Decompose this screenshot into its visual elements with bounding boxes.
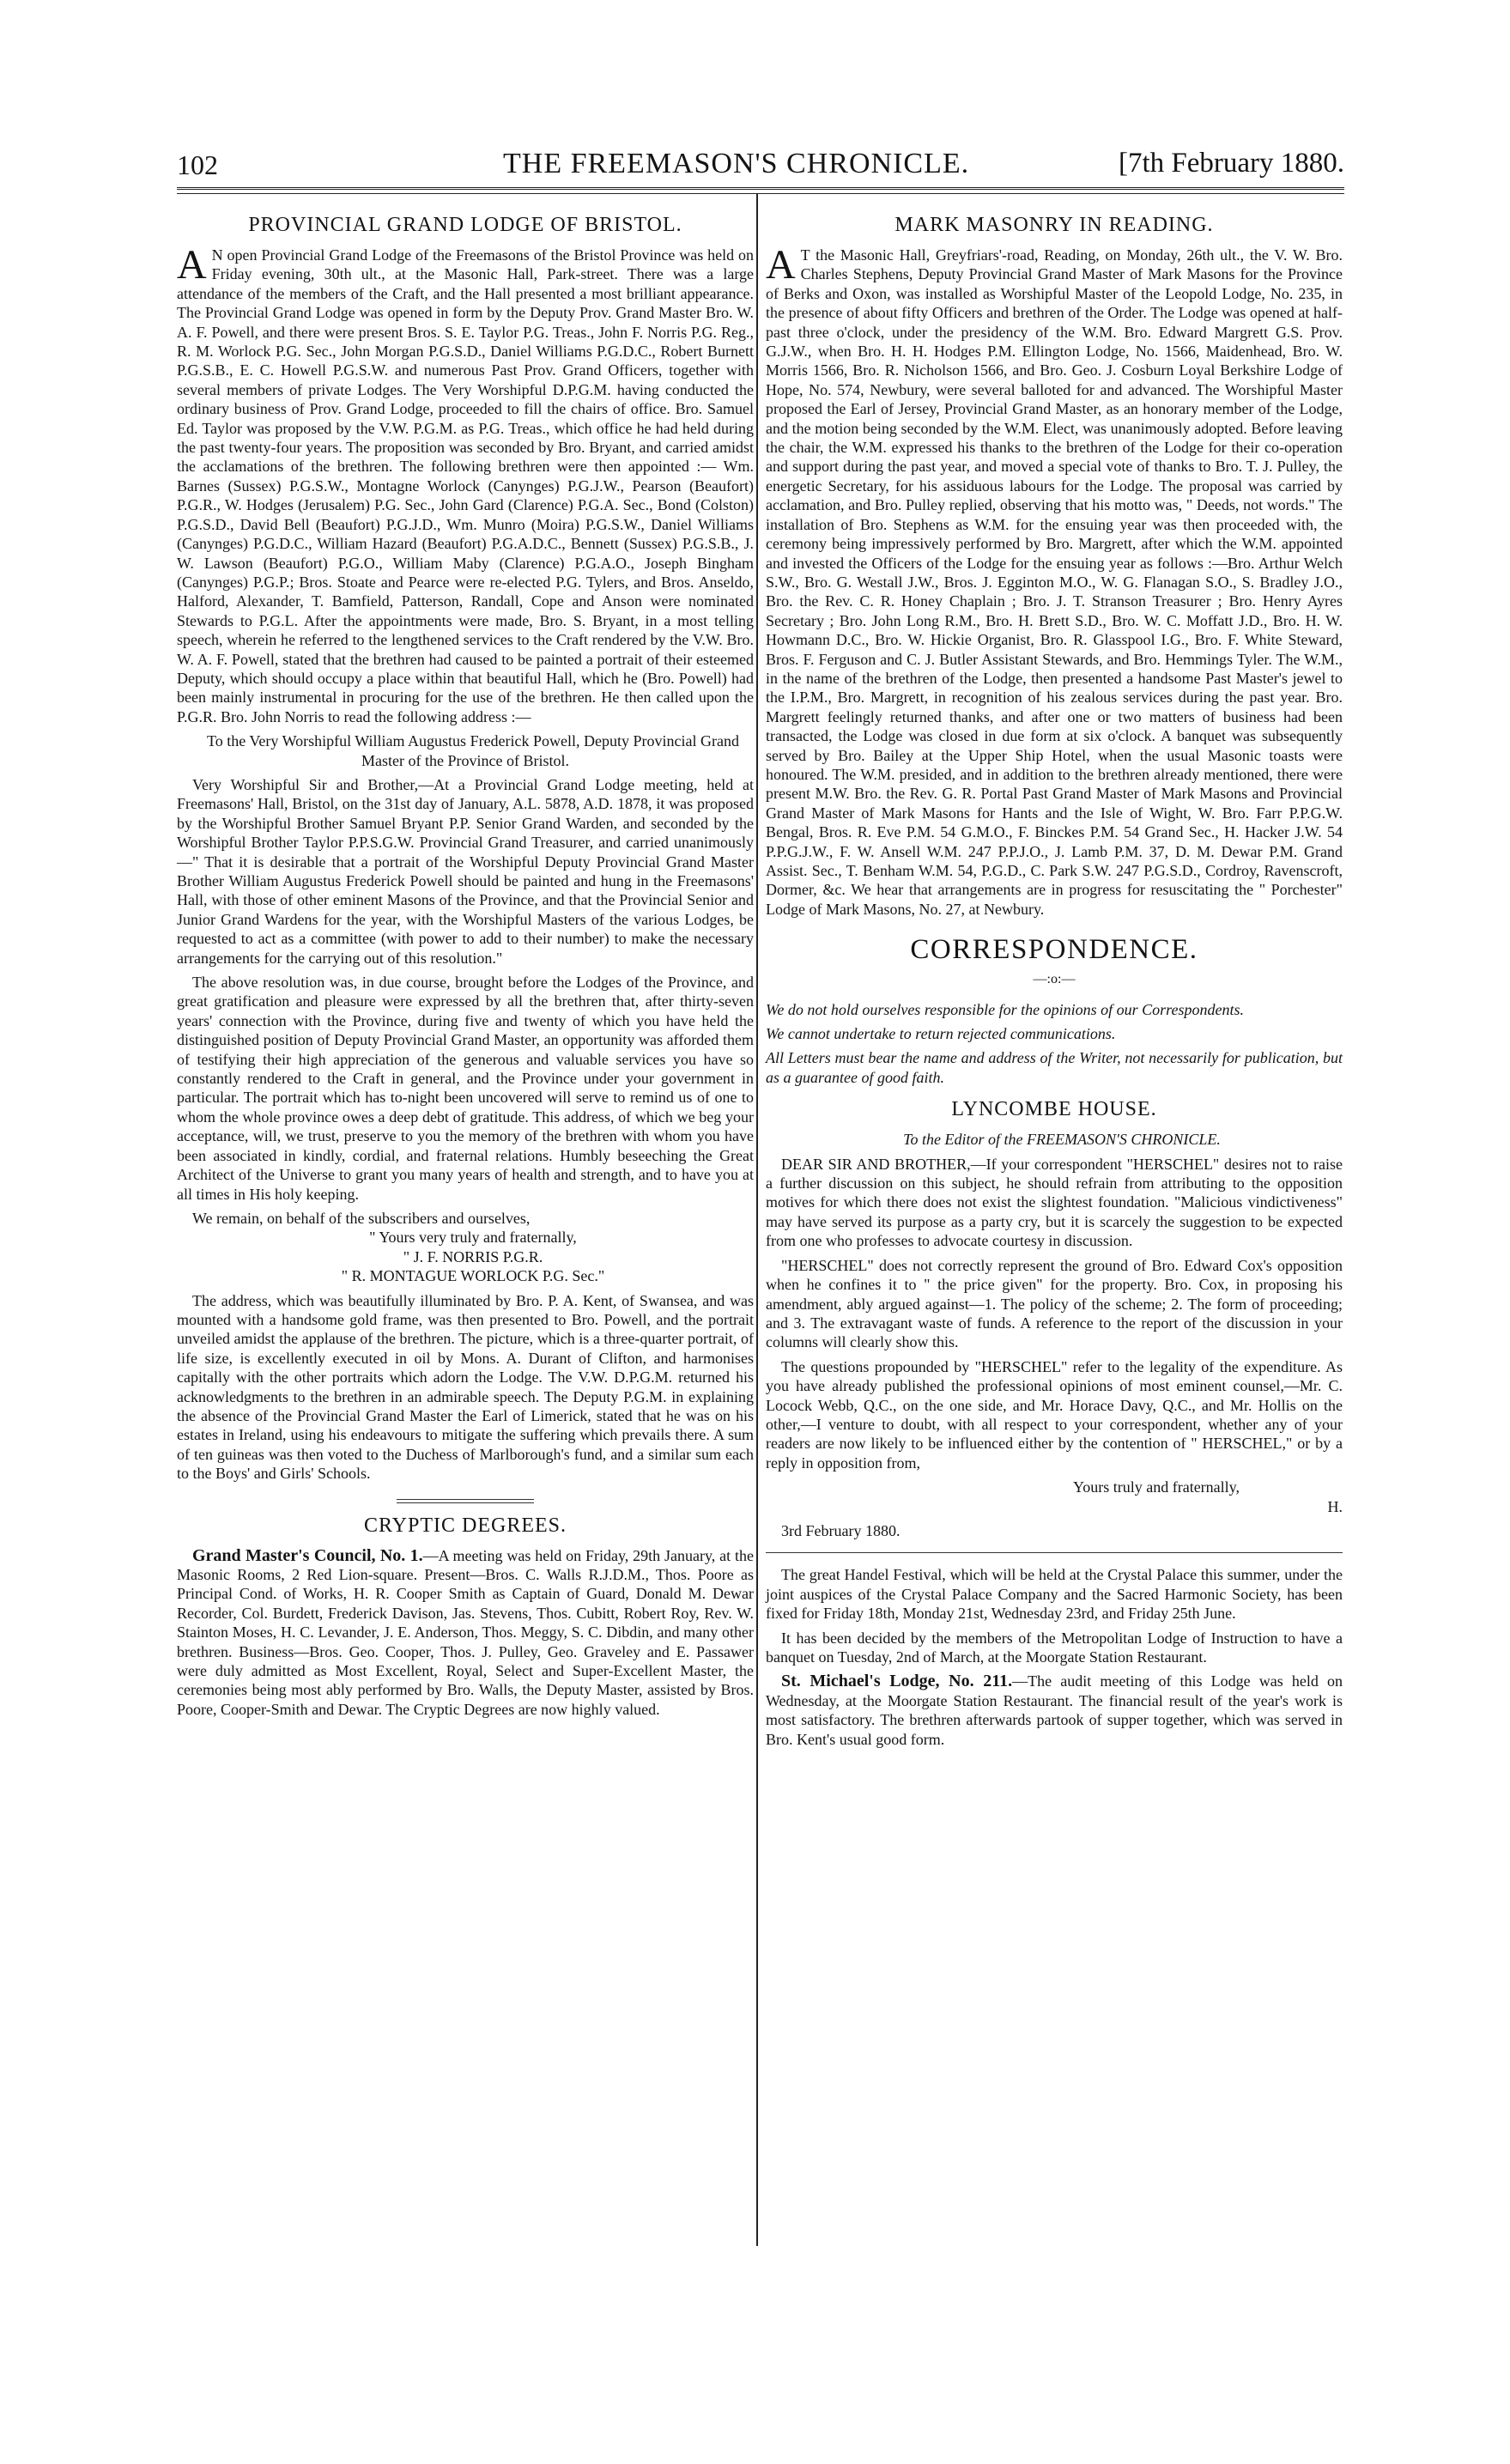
bristol-address-heading: To the Very Worshipful William Augustus Frederick Powell, Deputy Provincial Grand Master of the Province of Bristol. — [207, 732, 739, 769]
bristol-paragraph-2: Very Worshipful Sir and Brother,—At a Provincial Grand Lodge meeting, held at Freemasons' Hall, Bristol, on the 31st day of January, A.L. 5878, A.D. 1878, it was proposed by the Worshipful Brother Samuel Bryant P.P. Senior Grand Warden, and seconded by the Worshipful Brother Taylor P.P.S.G.W. Provincial Grand Treasurer, and carried unanimously—" That it is desirable that a portrait of the Worshipful Deputy Provincial Grand Master Brother William Augustus Frederick Powell should be painted and hung in the Freemasons' Hall, with those of other eminent Masons of the Province, and that the Provincial Senior and Junior Grand Wardens for the year, with the Worshipful Masters of the various Lodges, be requested to act as a committee (with power to add to their number) to make the necessary arrangements for the carrying out of this resolution." — [177, 775, 754, 967]
bristol-heading: PROVINCIAL GRAND LODGE OF BRISTOL. — [248, 214, 682, 236]
mark-heading: MARK MASONRY IN READING. — [894, 214, 1214, 236]
issue-date: [7th February 1880. — [1118, 148, 1344, 179]
lyncombe-to-editor: To the Editor of the FREEMASON'S CHRONICLE. — [903, 1131, 1221, 1149]
bristol-signature-1: " J. F. NORRIS P.G.R. — [403, 1247, 543, 1265]
bristol-closing: " Yours very truly and fraternally, — [369, 1229, 577, 1247]
correspondence-notice-2: We cannot undertake to return rejected communications. — [766, 1025, 1116, 1043]
bristol-paragraph-5: The address, which was beautifully illuminated by Bro. P. A. Kent, of Swansea, and was mounted with a handsome gold frame, was then presented to Bro. Powell, and the portrait unveiled amidst the applause of the brethren. The picture, which is a three-quarter portrait, of life size, is excellently executed in oil by Mons. A. Durant of Clifton, and harmonises capitally with the other portraits which adorn the Lodge. The V.W. D.P.G.M. returned his acknowledgments to the brethren in an admirable speech. The Deputy P.G.M. in explaining the absence of the Provincial Grand Master the Earl of Limerick, stated that he was on his estates in Ireland, using his endeavours to mitigate the suffering which prevails there. A sum of ten guineas was then voted to the Duchess of Marlborough's fund, and a similar sum each to the Boys' and Girls' Schools. — [177, 1291, 754, 1483]
notes-rule — [766, 1552, 1343, 1553]
lyncombe-initial: H. — [1327, 1497, 1343, 1515]
lyncombe-heading: LYNCOMBE HOUSE. — [951, 1098, 1157, 1121]
lyncombe-closing: Yours truly and fraternally, — [1073, 1478, 1240, 1496]
notes-paragraph-3 — [766, 1672, 1343, 1749]
cryptic-text: —A meeting was held on Friday, 29th January, at the Masonic Rooms, 2 Red Lion-square. Present—Bros. C. Walls R.J.D.M., Thos. Poore as Principal Cond. of Works, H. R. Cooper Smith as Captain of Guard, Donald M. Dewar Recorder, Col. Burdett, Frederick Davison, Jas. Stevens, Thos. Cubitt, Robert Roy, Rev. W. Stainton Moses, H. C. Levander, J. E. Anderson, Thos. Meggy, S. C. Dibdin, and many other brethren. Business—Bros. Geo. Cooper, Thos. J. Pulley, Geo. Graveley and E. Passawer were duly admitted as Most Excellent, Royal, Select and Super-Excellent Master, the ceremonies being most ably performed by Bro. Walls, the Deputy Master, assisted by Bros. Poore, Cooper-Smith and Dewar. The Cryptic Degrees are now highly valued. — [177, 1546, 755, 1718]
lyncombe-paragraph-1: DEAR SIR AND BROTHER,—If your correspondent "HERSCHEL" desires not to raise a further discussion on this subject, he should refrain from attributing to the opposition motives for which there does not exist the slightest foundation. "Malicious vindictiveness" may have served its purpose as a party cry, but it is scarcely the suggestion to be expected from one who professes to advocate courtesy in discussion. — [766, 1155, 1343, 1250]
lyncombe-paragraph-3: The questions propounded by "HERSCHEL" refer to the legality of the expenditure. As you have already published the professional opinions of most eminent counsel,—Mr. C. Locock Webb, Q.C., on the one side, and Mr. Horace Davy, Q.C., and Mr. Hollis on the other,—I venture to doubt, with all respect to your correspondent, whether any of your readers are now likely to be influenced either by the contention of " HERSCHEL," or by a reply in opposition from, — [766, 1357, 1343, 1472]
bristol-signature-2: " R. MONTAGUE WORLOCK P.G. Sec." — [341, 1267, 605, 1285]
cryptic-lead: Grand Master's Council, No. 1. — [192, 1545, 423, 1565]
newspaper-title: THE FREEMASON'S CHRONICLE. — [503, 148, 970, 179]
page-number: 102 — [177, 149, 218, 180]
mark-paragraph: AT the Masonic Hall, Greyfriars'-road, Reading, on Monday, 26th ult., the V. W. Bro. Charles Stephens, Deputy Provincial Grand Master of Mark Masons for the Province of Berks and Oxon, was installed as Worshipful Master of the Leopold Lodge, No. 235, in the presence of about fifty Officers and brethren of the Order. The Lodge was opened at half-past three o'clock, under the presidency of the W.M. Bro. Edward Margrett G.S. Prov. G.J.W., when Bro. H. H. Hodges P.M. Ellington Lodge, No. 1566, Maidenhead, Bro. W. Morris 1566, Bro. R. Nicholson 1566, and Bro. Geo. J. Cosburn Loyal Berkshire Lodge of Hope, No. 574, Newbury, were several balloted for and advanced. The Worshipful Master proposed the Earl of Jersey, Provincial Grand Master, as an honorary member of the Lodge, and the motion being seconded by the W.M. Elect, was unanimously adopted. Before leaving the chair, the W.M. expressed his thanks to the brethren of the Lodge for their co-operation and support during the past year, and moved a special vote of thanks to Bro. T. J. Pulley, the energetic Secretary, for his assiduous labours for the Lodge. The proposal was carried by acclamation, and Bro. Pulley replied, observing that his motto was, " Deeds, not words." The installation of Bro. Stephens as W.M. for the ensuing year was then proceeded with, the ceremony being impressively performed by Bro. Margrett, after which the W.M. appointed and invested the Officers of the Lodge for the ensuing year as follows :—Bro. Arthur Welch S.W., Bro. G. Westall J.W., Bros. J. Egginton M.O., W. G. Flanagan S.O., S. Bradley J.O., Bro. the Rev. C. R. Honey Chaplain ; Bro. J. T. Stranson Treasurer ; Bro. Henry Ayres Secretary ; Bro. John Long R.M., Bro. H. Brett S.D., Bro. W. C. Moffatt J.D., Bro. H. W. Howmann D.C., Bro. W. Hickie Organist, Bro. R. Glasspool I.G., Bro. F. White Steward, Bros. F. Ferguson and C. J. Butler Assistant Stewards, and Bro. Hemmings Tyler. The W.M., in the name of the brethren of the Lodge, then presented a handsome Past Master's jewel to the I.P.M., Bro. Margrett, in recognition of his zealous services during the past year. Bro. Margrett feelingly returned thanks, and after one or two matters of business had been transacted, the Lodge was closed in due form at six o'clock. A banquet was subsequently served by Bro. Bailey at the Upper Ship Hotel, when the usual Masonic toasts were honoured. The W.M. presided, and in addition to the brethren already mentioned, there were present M.W. Bro. the Rev. G. R. Portal Past Grand Master of Mark Masons and Provincial Grand Master of Mark Masons for Hants and the Isle of Wight, W. Bro. Farr P.P.G.W. Bengal, Bros. R. Eve P.M. 54 G.M.O., F. Binckes P.M. 54 Grand Sec., H. Hacker J.W. 54 P.P.G.J.W., F. W. Ansell W.M. 247 P.P.J.O., J. Lamb P.M. 37, D. M. Dewar P.M. Grand Assist. Sec., T. Benham W.M. 54, P.G.D., C. Park S.W. 247 P.G.S.D., Cordroy, Ravenscroft, Dormer, &c. We hear that arrangements are in progress for resuscitating the " Porchester" Lodge of Mark Masons, No. 27, at Newbury. — [766, 242, 1343, 918]
lyncombe-date: 3rd February 1880. — [781, 1521, 901, 1539]
header-rule — [177, 187, 1344, 194]
bristol-paragraph-1: AN open Provincial Grand Lodge of the Freemasons of the Bristol Province was held on Friday evening, 30th ult., at the Masonic Hall, Park-street. There was a large attendance of the members of the Craft, and the Hall presented a most brilliant appearance. The Provincial Grand Lodge was opened in form by the Deputy Prov. Grand Master Bro. W. A. F. Powell, and there were present Bros. S. E. Taylor P.G. Treas., John F. Norris P.G. Reg., R. M. Worlock P.G. Sec., John Morgan P.G.S.D., Daniel Williams P.G.D.C., Robert Burnett P.G.S.B., E. C. Howell P.G.S.W. and numerous Past Prov. Grand Officers, together with several members of private Lodges. The Very Worshipful D.P.G.M. having conducted the ordinary business of Prov. Grand Lodge, proceeded to fill the chairs of office. Bro. Samuel Ed. Taylor was proposed by the V.W. P.G.M. as P.G. Treas., which office he had held during the past twenty-four years. The proposition was seconded by Bro. Bryant, and carried amidst the acclamations of the brethren. The following brethren were then appointed :— Wm. Barnes (Sussex) P.G.S.W., Montagne Worlock (Canynges) P.G.J.W., Pearson (Beaufort) P.G.R., W. Hodges (Jerusalem) P.G. Sec., John Gard (Clarence) P.G.A. Sec., Bond (Colston) P.G.S.D., David Bell (Beaufort) P.G.J.D., Wm. Munro (Moira) P.G.S.W., Daniel Williams (Canynges) P.G.D.C., William Hazard (Beaufort) P.G.A.D.C., Bennett (Sussex) P.G.S.B., J. W. Lawson (Beaufort) P.G.O., William Maby (Clarence) P.G.A.O., Joseph Bingham (Canynges) P.G.P.; Bros. Stoate and Pearce were re-elected P.G. Tylers, and Bros. Anseldo, Halford, Alexander, T. Bamfield, Patterson, Randall, Cope and Anson were nominated Stewards to P.G.L. After the appointments were made, Bro. S. Bryant, in a most telling speech, wherein he referred to the lengthened services to the Craft rendered by the V.W. Bro. W. A. F. Powell, stated that the brethren had caused to be painted a portrait of their esteemed Deputy, which should occupy a place within that beautiful Hall, which he (Bro. Powell) had been mainly instrumental in procuring for the use of the brethren. He then called upon the P.G.R. Bro. John Norris to read the following address :— — [177, 242, 754, 725]
right-column — [766, 203, 1343, 1749]
notes-paragraph-2: It has been decided by the members of the Metropolitan Lodge of Instruction to have a banquet on Tuesday, 2nd of March, at the Moorgate Station Restaurant. — [766, 1629, 1343, 1666]
notes-paragraph-1: The great Handel Festival, which will be held at the Crystal Palace this summer, under the joint auspices of the Crystal Palace Company and the Sacred Harmonic Society, has been fixed for Friday 18th, Monday 21st, Wednesday 23rd, and Friday 25th June. — [766, 1566, 1343, 1623]
bristol-paragraph-4: We remain, on behalf of the subscribers and ourselves, — [192, 1209, 531, 1227]
correspondence-heading: CORRESPONDENCE. — [910, 934, 1198, 966]
correspondence-notice-3: All Letters must bear the name and address of the Writer, not necessarily for publication, but as a guarantee of good faith. — [766, 1049, 1343, 1086]
cryptic-paragraph — [177, 1546, 754, 1720]
left-column — [177, 203, 754, 1719]
lyncombe-paragraph-2: "HERSCHEL" does not correctly represent the ground of Bro. Edward Cox's opposition when he confines it to " the price given" for the property. Bro. Cox, in proposing his amendment, ably argued against—1. The policy of the scheme; 2. The form of proceeding; and 3. The extravagant waste of funds. A reference to the report of the discussion in your columns will clearly show this. — [766, 1256, 1343, 1351]
cryptic-heading: CRYPTIC DEGREES. — [363, 1514, 567, 1537]
section-rule — [397, 1499, 534, 1503]
masthead — [177, 146, 1344, 184]
st-michaels-text: —The audit meeting of this Lodge was held on Wednesday, at the Moorgate Station Restaurant. The financial result of the year's work is most satisfactory. The brethren afterwards partook of supper together, which was served in Bro. Kent's usual good form. — [766, 1672, 1343, 1748]
correspondence-ornament: —:o:— — [1033, 972, 1076, 987]
st-michaels-lead: St. Michael's Lodge, No. 211. — [781, 1672, 1013, 1691]
column-divider — [756, 194, 758, 2246]
correspondence-notice-1: We do not hold ourselves responsible for the opinions of our Correspondents. — [766, 1000, 1244, 1018]
bristol-paragraph-3: The above resolution was, in due course, brought before the Lodges of the Province, and great gratification and pleasure were expressed by all the brethren that, after thirty-seven years' connection with the Province, during five and twenty of which you have held the distinguished position of Deputy Provincial Grand Master, an opportunity was afforded them of testifying their high appreciation of the generous and valuable services you have so constantly rendered to the Craft in general, and the Province under your government in particular. The portrait which has to-night been uncovered will serve to remind us of one to whom the whole province owes a deep debt of gratitude. This address, of which we beg your acceptance, will, we trust, preserve to you the memory of the brethren with whom you have been associated in kindly, cordial, and fraternal relations. Humbly beseeching the Great Architect of the Universe to grant you many years of health and strength, and to have you at all times in His holy keeping. — [177, 974, 754, 1203]
